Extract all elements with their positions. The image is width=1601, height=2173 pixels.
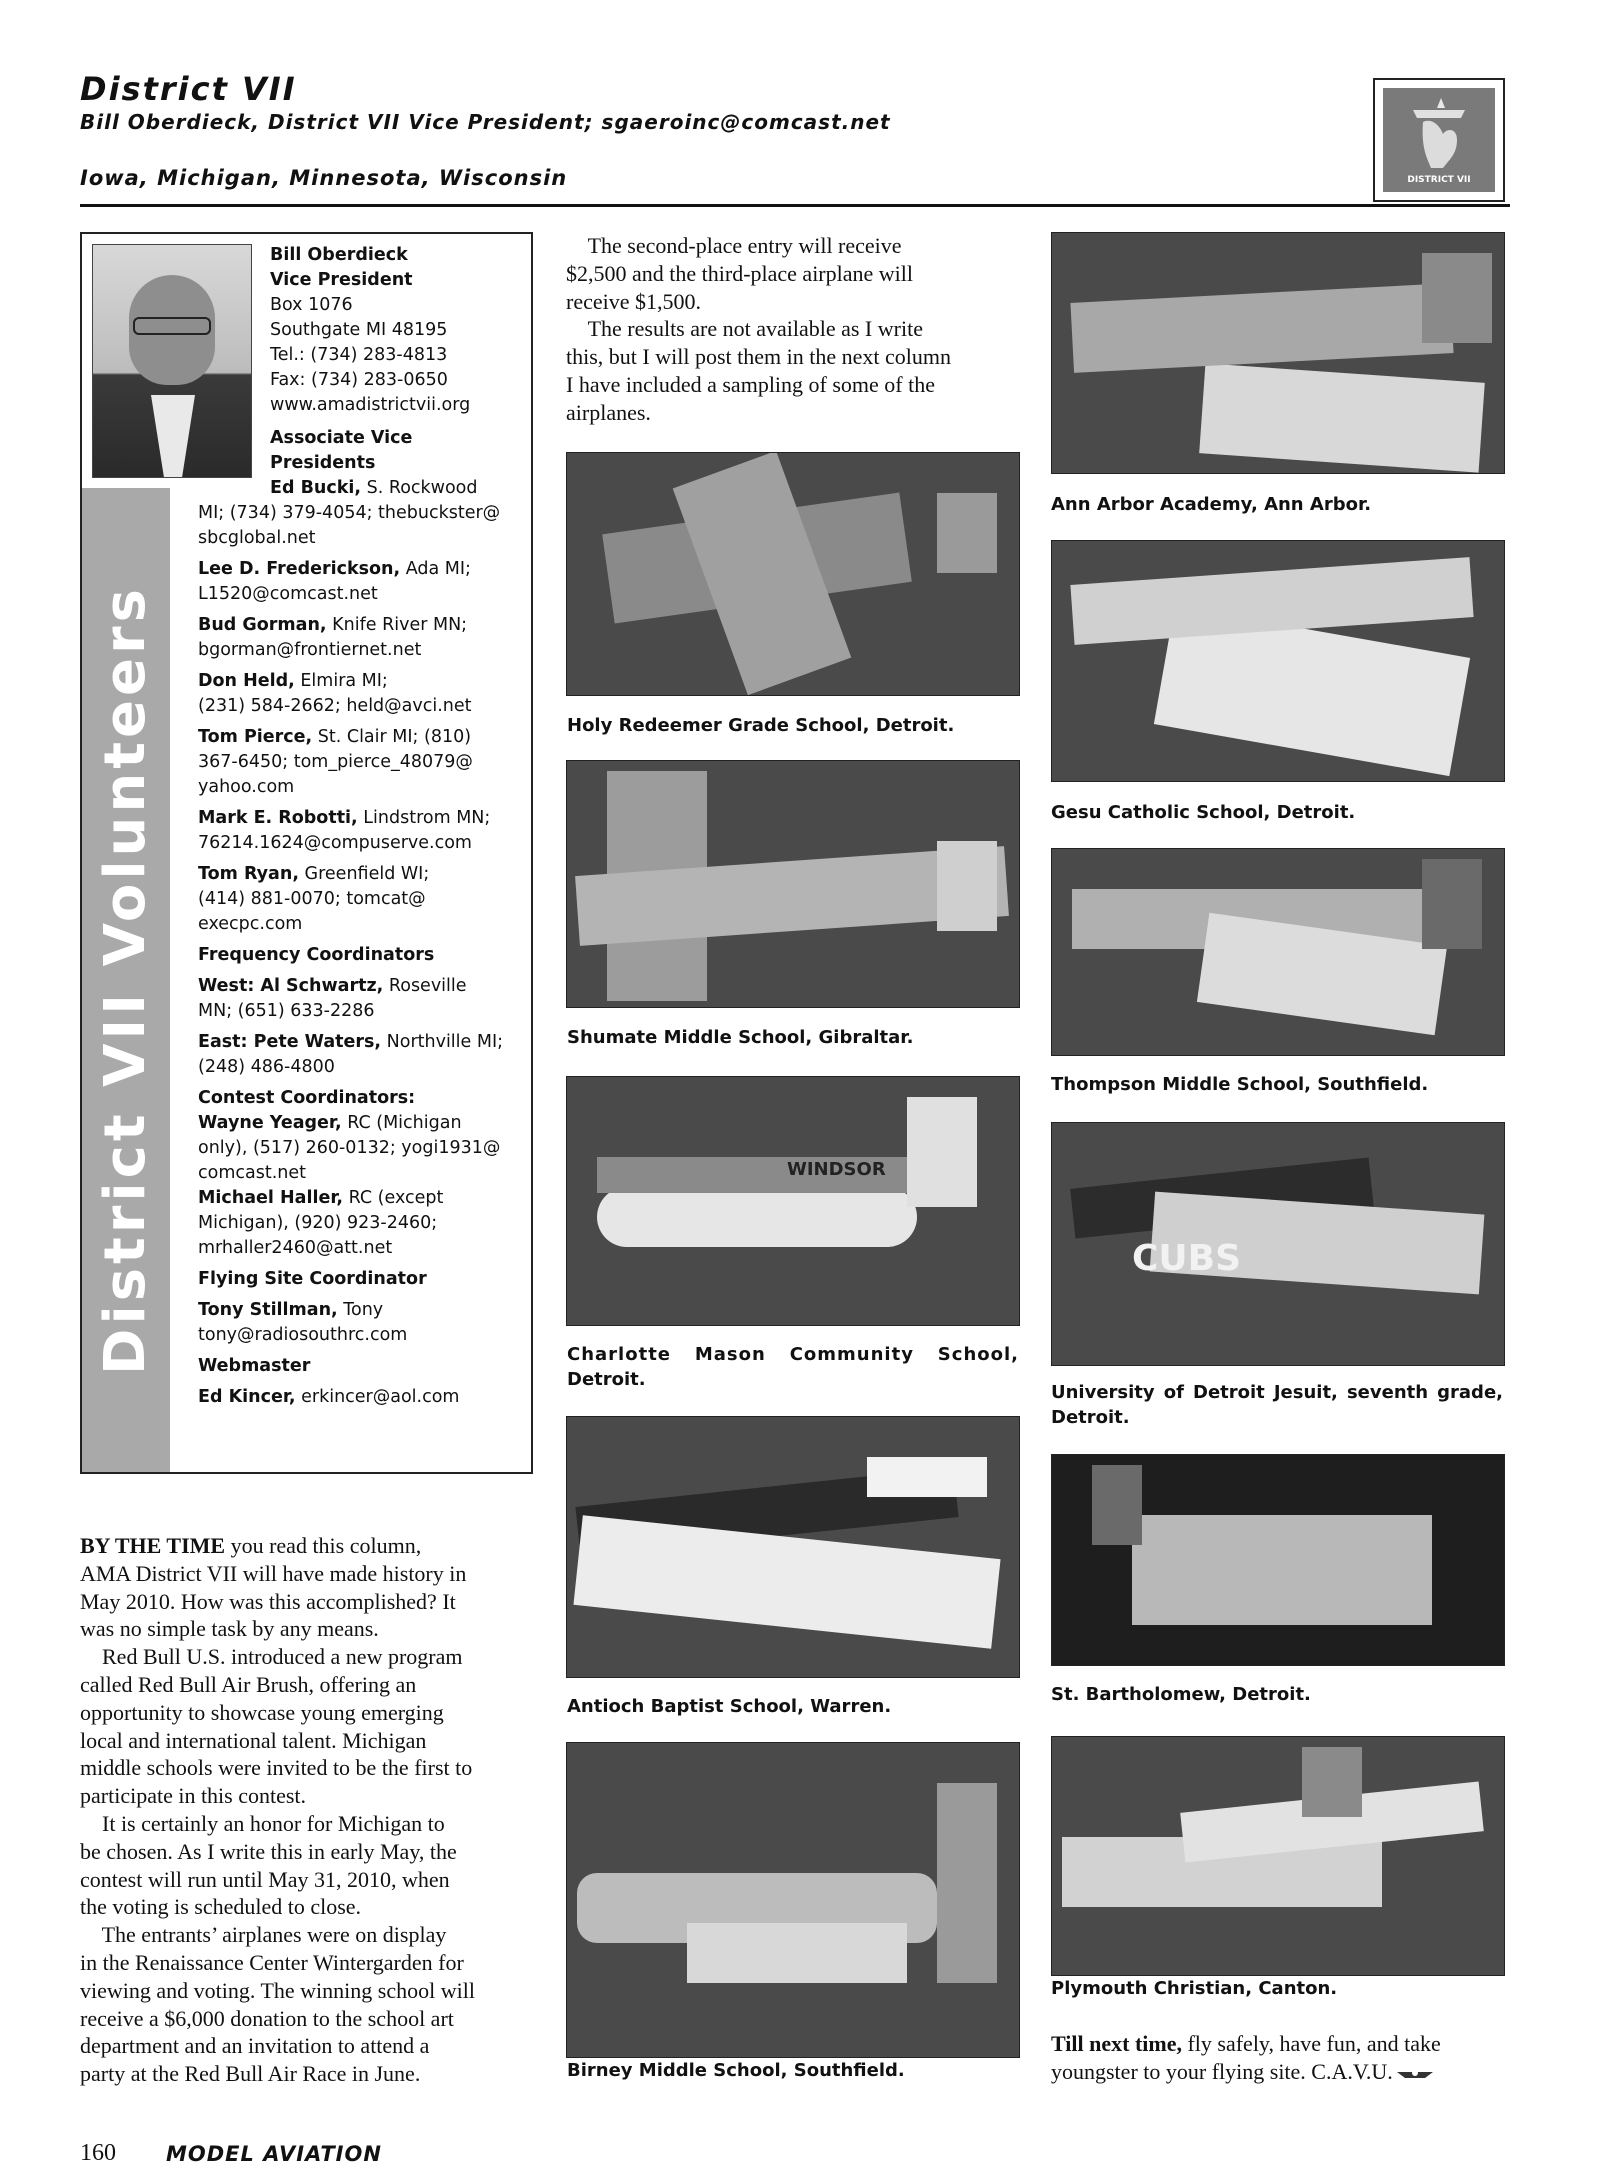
volunteer-line: (248) 486-4800 [198,1057,335,1077]
caption-st-bartholomew: St. Bartholomew, Detroit. [1051,1684,1311,1705]
district-states: Iowa, Michigan, Minnesota, Wisconsin [80,166,568,190]
volunteer-line: yahoo.com [198,777,295,797]
volunteer-line: MI; (734) 379-4054; thebuckster@ [198,503,501,523]
article-line: It is certainly an honor for Michigan to [80,1811,445,1836]
photo-ann-arbor [1051,232,1505,474]
volunteer-line: Fax: (734) 283-0650 [270,370,448,390]
volunteer-line: Webmaster [198,1356,311,1376]
volunteer-line: Tony Stillman, Tony [198,1300,384,1320]
article-line: The entrants’ airplanes were on display [80,1922,447,1948]
volunteer-line: Contest Coordinators: [198,1088,416,1108]
volunteer-line: Tom Pierce, St. Clair MI; (810) [198,727,472,747]
michigan-map-icon [1383,88,1495,192]
volunteer-line: Mark E. Robotti, Lindstrom MN; [198,808,491,828]
svg-text:DISTRICT VII: DISTRICT VII [1407,175,1471,185]
photo-charlotte-mason [566,1076,1020,1326]
article-line: May 2010. How was this accomplished? It [80,1588,456,1614]
photo-thompson [1051,848,1505,1056]
volunteer-line: Don Held, Elmira MI; [198,671,388,691]
article-line: $2,500 and the third-place airplane will [566,260,913,286]
article-line: local and international talent. Michigan [80,1727,427,1753]
volunteer-line: 76214.1624@compuserve.com [198,833,472,853]
volunteer-line: sbcglobal.net [198,528,316,548]
volunteer-line: (231) 584-2662; held@avci.net [198,696,472,716]
article-line: opportunity to showcase young emerging [80,1699,444,1725]
volunteer-line: MN; (651) 633-2286 [198,1001,375,1021]
volunteer-line: Bud Gorman, Knife River MN; [198,615,468,635]
volunteer-line: Flying Site Coordinator [198,1269,427,1289]
article-line: receive a $6,000 donation to the school art [80,2005,454,2031]
article-line: The second-place entry will receive [566,233,902,258]
caption-ann-arbor: Ann Arbor Academy, Ann Arbor. [1051,494,1372,515]
volunteer-line: Michigan), (920) 923-2460; [198,1213,438,1233]
volunteer-line: Southgate MI 48195 [270,320,448,340]
publication-name: MODEL AVIATION [166,2142,382,2166]
volunteer-line: Michael Haller, RC (except [198,1188,444,1208]
caption-udj-line1: University of Detroit Jesuit, seventh grade, [1051,1382,1503,1403]
ama-wings-icon [1395,2064,1435,2084]
page-title: District VII [80,70,297,108]
windsor-label: WINDSOR [787,1159,886,1180]
photo-plymouth [1051,1736,1505,1976]
article-line: AMA District VII will have made history in [80,1560,467,1586]
district-logo [1373,78,1505,202]
photo-gesu [1051,540,1505,782]
caption-shumate: Shumate Middle School, Gibraltar. [567,1027,914,1048]
article-line: contest will run until May 31, 2010, when [80,1866,450,1892]
article-line: viewing and voting. The winning school will [80,1977,475,2003]
article-line: airplanes. [566,399,651,425]
closing-line1: Till next time, fly safely, have fun, and take [1051,2031,1441,2056]
photo-shumate [566,760,1020,1008]
volunteer-line: bgorman@frontiernet.net [198,640,422,660]
volunteers-sidebar-title: District VII Volunteers [93,585,158,1375]
article-line: this, but I will post them in the next column [566,344,951,370]
volunteer-line: www.amadistrictvii.org [270,395,471,415]
article-line: party at the Red Bull Air Race in June. [80,2061,421,2087]
article-line: be chosen. As I write this in early May, the [80,1838,457,1864]
article-line: middle schools were invited to be the first to [80,1755,473,1781]
caption-charlotte-line2: Detroit. [567,1369,646,1390]
article-line: receive $1,500. [566,288,701,314]
article-line: participate in this contest. [80,1783,307,1809]
article-line: I have included a sampling of some of the [566,372,936,397]
volunteer-line: Lee D. Frederickson, Ada MI; [198,559,471,579]
article-line: was no simple task by any means. [80,1616,379,1642]
page-number: 160 [80,2140,116,2166]
author-byline: Bill Oberdieck, District VII Vice President; sgaeroinc@comcast.net [80,110,891,134]
volunteer-line: Box 1076 [270,295,353,315]
volunteer-line: comcast.net [198,1163,306,1183]
caption-thompson: Thompson Middle School, Southfield. [1051,1074,1429,1095]
photo-udj [1051,1122,1505,1366]
volunteer-line: only), (517) 260-0132; yogi1931@ [198,1138,501,1158]
volunteer-line: (414) 881-0070; tomcat@ [198,889,426,909]
caption-holy-redeemer: Holy Redeemer Grade School, Detroit. [567,715,955,736]
cubs-label: CUBS [1132,1238,1242,1279]
volunteer-line: Vice President [270,270,413,290]
caption-antioch: Antioch Baptist School, Warren. [567,1696,892,1717]
volunteer-line: L1520@comcast.net [198,584,378,604]
district-logo-graphic [1383,88,1495,192]
article-line: The results are not available as I write [566,316,923,342]
volunteer-line: Ed Kincer, erkincer@aol.com [198,1387,460,1407]
volunteer-line: Tel.: (734) 283-4813 [270,345,448,365]
volunteer-line: East: Pete Waters, Northville MI; [198,1032,504,1052]
photo-antioch [566,1416,1020,1678]
volunteer-line: mrhaller2460@att.net [198,1238,393,1258]
volunteer-line: tony@radiosouthrc.com [198,1325,408,1345]
header-rule [80,204,1510,207]
volunteers-sidebar [82,488,170,1472]
volunteer-line: Associate Vice [270,428,413,448]
volunteer-line: Frequency Coordinators [198,945,435,965]
volunteer-line: Wayne Yeager, RC (Michigan [198,1113,462,1133]
article-line: BY THE TIME you read this column, [80,1533,422,1558]
photo-holy-redeemer [566,452,1020,696]
article-line: Red Bull U.S. introduced a new program [80,1644,463,1670]
caption-gesu: Gesu Catholic School, Detroit. [1051,802,1356,823]
caption-birney: Birney Middle School, Southfield. [567,2060,905,2081]
article-line: in the Renaissance Center Wintergarden for [80,1950,464,1975]
volunteer-line: West: Al Schwartz, Roseville [198,976,467,996]
volunteer-line: 367-6450; tom_pierce_48079@ [198,752,473,772]
volunteer-line: Presidents [270,453,376,473]
closing-line2: youngster to your flying site. C.A.V.U. [1051,2058,1435,2086]
volunteer-line: Ed Bucki, S. Rockwood [270,478,478,498]
article-line: department and an invitation to attend a [80,2033,430,2059]
caption-charlotte-line1: Charlotte Mason Community School, [567,1344,1019,1365]
photo-birney [566,1742,1020,2058]
photo-st-bartholomew [1051,1454,1505,1666]
article-line: called Red Bull Air Brush, offering an [80,1672,417,1697]
volunteer-line: Bill Oberdieck [270,245,408,265]
volunteer-line: execpc.com [198,914,303,934]
caption-udj-line2: Detroit. [1051,1407,1130,1428]
caption-plymouth: Plymouth Christian, Canton. [1051,1978,1338,1999]
volunteer-line: Tom Ryan, Greenfield WI; [198,864,430,884]
portrait-photo [92,244,252,478]
article-line: the voting is scheduled to close. [80,1894,362,1920]
